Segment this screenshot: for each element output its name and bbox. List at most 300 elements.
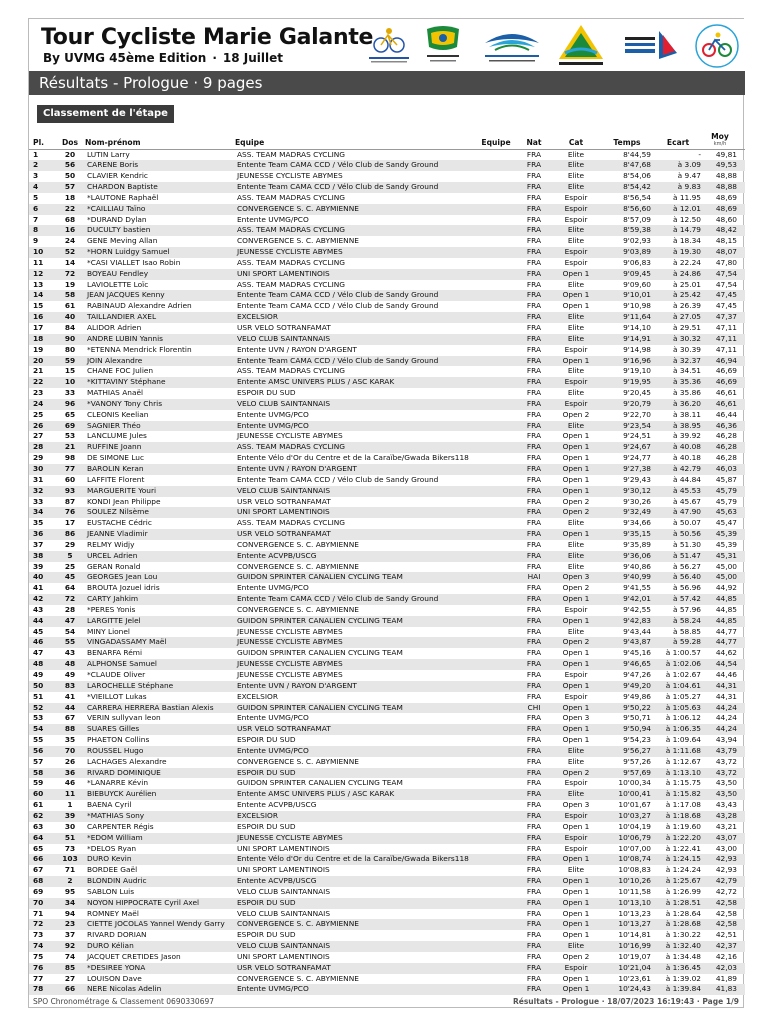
cell-nat: FRA	[517, 529, 551, 540]
cell-moy: 42,79	[703, 876, 745, 887]
cell-equipe-2	[475, 778, 517, 789]
cell-equipe: Entente UVMG/PCO	[237, 409, 309, 419]
cell-nat: FRA	[517, 160, 551, 171]
cell-temps: 8'56,54	[623, 192, 651, 202]
cell-dos: 73	[64, 843, 76, 853]
cell-equipe-2	[475, 984, 517, 995]
table-row	[29, 247, 745, 258]
table-row	[29, 160, 745, 171]
cell-cat: Elite	[567, 149, 585, 159]
cell-equipe-2	[475, 356, 517, 367]
cell-equipe: ASS. TEAM MADRAS CYCLING	[235, 225, 475, 236]
cell-equipe: Entente UVMG/PCO	[235, 984, 475, 995]
cell-nom: JEAN JACQUES Kenny	[85, 290, 235, 301]
cell-ecart: à 58.85	[672, 626, 701, 636]
cell-pl: 62	[29, 811, 55, 822]
col-ecart: Ecart	[653, 129, 703, 149]
cell-ecart: à 32.37	[653, 356, 703, 367]
cell-cat: Elite	[551, 789, 601, 800]
cell-equipe-2	[475, 692, 517, 703]
cell-cat: Open 1	[562, 431, 590, 441]
cell-nom: CLAVIER Kendric	[87, 171, 148, 181]
cell-moy: 42,72	[715, 886, 737, 896]
cell-equipe-2	[475, 605, 517, 616]
cell-equipe: CONVERGENCE S. C. ABYMIENNE	[237, 604, 359, 614]
cell-nom: LACHAGES Alexandre	[87, 756, 167, 766]
cell-nat: FRA	[526, 539, 542, 549]
cell-moy: 47,54	[715, 279, 737, 289]
cell-nat: FRA	[517, 594, 551, 605]
cell-nat: FRA	[526, 821, 542, 831]
cell-moy: 45,63	[703, 507, 745, 518]
cell-cat: Espoir	[551, 247, 601, 258]
cell-equipe-2	[475, 963, 517, 974]
cell-equipe-2	[475, 366, 517, 377]
table-row	[29, 941, 745, 952]
section-title: Classement de l'étape	[37, 105, 174, 123]
cell-equipe: UNI SPORT LAMENTINOIS	[237, 843, 330, 853]
cell-equipe: Entente Vélo d'Or du Centre et de la Caraïbe/Gwada Bikers118	[235, 854, 475, 865]
cell-pl: 2	[29, 160, 55, 171]
cell-nom: CARENE Boris	[85, 160, 235, 171]
table-row	[29, 811, 745, 822]
cell-temps: 9'56,27	[601, 746, 653, 757]
cell-temps: 9'32,49	[601, 507, 653, 518]
table-row	[29, 909, 745, 920]
cell-temps: 9'42,83	[601, 616, 653, 627]
cell-equipe-2	[475, 215, 517, 226]
cell-ecart: à 38.11	[672, 409, 701, 419]
cell-temps: 9'27,38	[601, 464, 653, 475]
cell-nat: FRA	[526, 366, 542, 376]
cell-nat: FRA	[517, 486, 551, 497]
cell-equipe-2	[475, 854, 517, 865]
cell-nat: FRA	[526, 583, 542, 593]
cell-dos: 103	[55, 854, 85, 865]
cell-equipe-2	[475, 421, 517, 432]
cell-dos: 90	[55, 334, 85, 345]
cell-cat: Open 1	[562, 474, 590, 484]
table-row	[29, 713, 745, 724]
cell-pl: 26	[29, 421, 55, 432]
cell-dos: 66	[55, 984, 85, 995]
cell-nom: SUARES Gilles	[85, 724, 235, 735]
page-footer	[29, 997, 745, 1009]
cell-dos: 25	[64, 561, 76, 571]
cell-moy: 48,60	[715, 214, 737, 224]
cell-pl: 9	[33, 236, 39, 246]
table-row	[29, 204, 745, 215]
cell-nat: FRA	[526, 735, 542, 745]
cell-ecart: à 1:28.51	[653, 898, 703, 909]
cell-cat: Open 1	[562, 821, 590, 831]
cell-equipe: Entente Team CAMA CCD / Vélo Club de Sandy Ground	[237, 301, 439, 311]
cell-nom: NOYON HIPPOCRATE Cyril Axel	[85, 898, 235, 909]
cell-equipe: UNI SPORT LAMENTINOIS	[237, 951, 330, 961]
cell-dos: 11	[55, 789, 85, 800]
cell-moy: 46,61	[715, 388, 737, 398]
cell-pl: 48	[29, 659, 55, 670]
cell-equipe: Entente UVMG/PCO	[235, 421, 475, 432]
cell-equipe-2	[475, 431, 517, 442]
cell-temps: 10'06,79	[601, 833, 653, 844]
cell-pl: 44	[29, 616, 55, 627]
comite-regional-logo-icon	[691, 23, 743, 69]
cell-pl: 47	[33, 648, 44, 658]
cell-moy: 45,00	[703, 572, 745, 583]
cell-ecart: à 42.79	[653, 464, 703, 475]
cell-moy: 42,93	[715, 865, 737, 875]
table-row	[29, 464, 745, 475]
cell-equipe: UNI SPORT LAMENTINOIS	[235, 269, 475, 280]
conseil-departemental-logo-icon	[477, 23, 547, 69]
cell-nom: TAILLANDIER AXEL	[85, 312, 235, 323]
cell-temps: 10'07,00	[618, 843, 651, 853]
cell-equipe: Entente Team CAMA CCD / Vélo Club de Sandy Ground	[235, 290, 475, 301]
cell-nat: FRA	[517, 854, 551, 865]
cell-nom: RIVARD DORIAN	[87, 930, 147, 940]
cell-ecart: à 40.18	[672, 453, 701, 463]
cell-equipe: ESPOIR DU SUD	[237, 821, 296, 831]
cell-nom: *LAUTONE Raphaël	[87, 192, 159, 202]
page-subtitle	[43, 51, 283, 65]
col-cat: Cat	[551, 129, 601, 149]
cell-equipe-2	[475, 627, 517, 638]
cell-pl: 73	[33, 930, 44, 940]
cell-nom: PHAETON Collins	[87, 735, 150, 745]
cell-dos: 74	[64, 951, 76, 961]
cell-temps: 10'03,27	[601, 811, 653, 822]
cell-cat: Open 1	[551, 442, 601, 453]
cell-cat: Espoir	[551, 811, 601, 822]
cell-equipe: Entente Team CAMA CCD / Vélo Club de Sandy Ground	[235, 160, 475, 171]
table-row	[29, 963, 745, 974]
cell-cat: Open 1	[551, 356, 601, 367]
table-row	[29, 616, 745, 627]
cell-pl: 54	[29, 724, 55, 735]
cell-cat: Open 1	[551, 529, 601, 540]
cell-nom: CIETTE JOCOLAS Yannel Wendy Garry	[85, 919, 235, 930]
cell-equipe-2	[475, 746, 517, 757]
table-row	[29, 551, 745, 562]
cell-moy: 49,53	[703, 160, 745, 171]
cell-moy: 44,24	[703, 724, 745, 735]
table-row	[29, 453, 745, 464]
cell-cat: Open 2	[562, 951, 590, 961]
cell-temps: 10'23,61	[618, 973, 651, 983]
cell-nat: FRA	[517, 789, 551, 800]
footer-credit: SPO Chronométrage & Classement 0690330697	[33, 997, 215, 1006]
cell-equipe: GUIDON SPRINTER CANALIEN CYCLING TEAM	[235, 703, 475, 714]
cell-cat: Elite	[551, 160, 601, 171]
table-row	[29, 648, 745, 659]
cell-pl: 51	[33, 691, 44, 701]
cell-equipe-2	[475, 941, 517, 952]
cell-equipe-2	[475, 833, 517, 844]
cell-nat: FRA	[517, 637, 551, 648]
cell-pl: 76	[29, 963, 55, 974]
cell-cat: Espoir	[564, 778, 588, 788]
cell-nat: FRA	[526, 865, 542, 875]
cell-moy: 43,72	[715, 756, 737, 766]
cell-ecart: à 45.67	[672, 496, 701, 506]
cell-nom: JOIN Alexandre	[85, 356, 235, 367]
cell-nat: FRA	[526, 149, 542, 159]
cell-temps: 9'24,51	[623, 431, 651, 441]
table-row	[29, 225, 745, 236]
table-row	[29, 518, 745, 529]
cell-equipe: Entente Team CAMA CCD / Vélo Club de Sandy Ground	[235, 594, 475, 605]
cell-nom: MATHIAS Anaël	[87, 388, 144, 398]
cell-cat: Open 1	[562, 648, 590, 658]
cell-cat: Elite	[551, 746, 601, 757]
cell-cat: Open 1	[551, 898, 601, 909]
table-row	[29, 822, 745, 833]
cell-pl: 57	[33, 756, 44, 766]
cell-ecart: à 1:24.15	[653, 854, 703, 865]
cell-nom: DURO Kélian	[85, 941, 235, 952]
cell-moy: 46,69	[715, 366, 737, 376]
cell-temps: 8'54,06	[623, 171, 651, 181]
table-row	[29, 323, 745, 334]
cell-cat: Open 2	[562, 409, 590, 419]
cell-moy: 46,61	[703, 399, 745, 410]
cell-nat: FRA	[526, 279, 542, 289]
table-row	[29, 583, 745, 594]
cell-ecart: à 22.24	[672, 257, 701, 267]
cell-temps: 9'06,83	[623, 257, 651, 267]
cell-cat: Open 2	[551, 507, 601, 518]
cell-temps: 9'24,67	[601, 442, 653, 453]
results-banner: Résultats - Prologue · 9 pages	[29, 71, 745, 95]
cell-temps: 9'20,79	[601, 399, 653, 410]
cell-moy: 42,37	[703, 941, 745, 952]
cell-temps: 8'56,60	[601, 204, 653, 215]
cell-nat: FRA	[517, 290, 551, 301]
cell-moy: 44,24	[715, 713, 737, 723]
cell-equipe-2	[475, 594, 517, 605]
cell-nom: *PERES Yonis	[87, 604, 136, 614]
cell-nat: FRA	[517, 399, 551, 410]
table-row	[29, 410, 745, 421]
cell-cat: Open 3	[551, 572, 601, 583]
cell-nom: RIVARD DOMINIQUE	[85, 768, 235, 779]
cell-nom: LOUISON Dave	[87, 973, 142, 983]
ffc-logo-icon	[623, 23, 679, 69]
cell-ecart: à 1:15.75	[665, 778, 701, 788]
cell-pl: 55	[33, 735, 44, 745]
cell-nat: FRA	[517, 225, 551, 236]
cell-temps: 9'49,20	[601, 681, 653, 692]
cell-moy: 48,88	[703, 182, 745, 193]
cell-nat: FRA	[526, 648, 542, 658]
cell-equipe: USR VELO SOTRANFAMAT	[235, 529, 475, 540]
cell-cat: Open 1	[562, 301, 590, 311]
cell-dos: 24	[64, 236, 76, 246]
cell-pl: 31	[33, 474, 44, 484]
table-row	[29, 735, 745, 746]
cell-equipe: Entente Team CAMA CCD / Vélo Club de Sandy Ground	[235, 356, 475, 367]
cell-nat: FRA	[526, 453, 542, 463]
cell-ecart: à 3.09	[653, 160, 703, 171]
cell-nat: FRA	[526, 214, 542, 224]
cell-cat: Open 1	[562, 908, 590, 918]
cell-moy: 43,21	[715, 821, 737, 831]
cell-cat: Open 2	[551, 768, 601, 779]
cell-nom: LAROCHELLE Stéphane	[85, 681, 235, 692]
cell-ecart: à 40.08	[653, 442, 703, 453]
cell-dos: 98	[64, 453, 76, 463]
cell-moy: 43,50	[715, 778, 737, 788]
cell-temps: 10'10,26	[601, 876, 653, 887]
cell-moy: 44,85	[703, 616, 745, 627]
cell-moy: 46,69	[703, 377, 745, 388]
cell-equipe: CONVERGENCE S. C. ABYMIENNE	[237, 756, 359, 766]
cell-cat: Elite	[551, 421, 601, 432]
cell-temps: 9'46,65	[601, 659, 653, 670]
cell-nom: BOYEAU Fendley	[85, 269, 235, 280]
cell-cat: Elite	[551, 182, 601, 193]
cell-temps: 9'41,55	[623, 583, 651, 593]
cell-pl: 17	[33, 323, 44, 332]
cell-moy: 44,31	[703, 681, 745, 692]
cell-cat: Espoir	[564, 691, 588, 701]
cell-moy: 47,45	[703, 290, 745, 301]
cell-ecart: à 1:26.99	[665, 886, 701, 896]
cell-temps: 9'50,22	[601, 703, 653, 714]
cell-cat: Elite	[567, 323, 585, 332]
cell-nom: LUTIN Larry	[87, 149, 130, 159]
cell-dos: 72	[55, 594, 85, 605]
cell-cat: Elite	[567, 388, 585, 398]
cell-dos: 65	[64, 409, 76, 419]
table-row	[29, 540, 745, 551]
cell-equipe: JEUNESSE CYCLISTE ABYMES	[237, 670, 343, 679]
cell-nat: HAI	[517, 572, 551, 583]
cell-equipe: EXCELSIOR	[235, 811, 475, 822]
edition-label: By UVMG 45ème Edition	[43, 51, 207, 65]
cell-dos: 55	[55, 637, 85, 648]
cell-temps: 9'14,91	[601, 334, 653, 345]
cell-moy: 44,62	[715, 648, 737, 658]
cell-pl: 58	[29, 768, 55, 779]
table-row	[29, 594, 745, 605]
marie-galante-logo-icon	[555, 23, 607, 69]
cell-equipe: ASS. TEAM MADRAS CYCLING	[237, 518, 346, 528]
cell-equipe-2	[475, 280, 517, 291]
table-header-row	[29, 129, 745, 149]
cell-dos: 43	[64, 648, 76, 658]
cell-cat: Open 1	[551, 464, 601, 475]
cell-dos: 88	[55, 724, 85, 735]
cell-nom: *KITTAVINY Stéphane	[85, 377, 235, 388]
table-row	[29, 269, 745, 280]
cell-equipe: Entente UVN / RAYON D'ARGENT	[235, 681, 475, 692]
cell-ecart: à 1:06.35	[653, 724, 703, 735]
cell-ecart: à 1:15.82	[653, 789, 703, 800]
cell-pl: 21	[33, 366, 44, 376]
cell-ecart: à 1:34.48	[665, 951, 701, 961]
cell-ecart: à 45.53	[653, 486, 703, 497]
cell-ecart: à 51.47	[653, 551, 703, 562]
cell-nat: FRA	[517, 746, 551, 757]
cell-nat: FRA	[526, 756, 542, 766]
cell-dos: 37	[64, 930, 76, 940]
cell-nom: ROMNEY Maël	[87, 908, 139, 918]
cell-cat: Espoir	[564, 843, 588, 853]
cell-pl: 23	[33, 388, 44, 398]
cell-pl: 45	[33, 626, 44, 636]
cell-equipe-2	[475, 811, 517, 822]
cell-cat: Elite	[567, 561, 585, 571]
table-row	[29, 746, 745, 757]
cell-ecart: à 1:09.64	[665, 735, 701, 745]
cell-equipe: CONVERGENCE S. C. ABYMIENNE	[237, 561, 359, 571]
cell-temps: 9'35,15	[601, 529, 653, 540]
table-row	[29, 345, 745, 356]
cell-equipe-2	[475, 974, 517, 985]
table-row	[29, 898, 745, 909]
cell-pl: 61	[33, 800, 44, 810]
cell-equipe: ASS. TEAM MADRAS CYCLING	[237, 279, 346, 289]
cell-temps: 10'00,41	[601, 789, 653, 800]
cell-moy: 47,80	[715, 257, 737, 267]
cell-pl: 37	[33, 539, 44, 549]
cell-equipe-2	[475, 909, 517, 920]
cell-pl: 68	[29, 876, 55, 887]
cell-moy: 44,46	[715, 670, 737, 679]
cell-equipe-2	[475, 529, 517, 540]
cell-nat: FRA	[517, 811, 551, 822]
cell-temps: 9'09,60	[623, 279, 651, 289]
cell-moy: 43,43	[715, 800, 737, 810]
cell-nom: CLEONIS Keelian	[87, 409, 149, 419]
table-row	[29, 670, 745, 681]
table-row	[29, 280, 745, 291]
table-row	[29, 930, 745, 941]
cell-equipe: Entente AMSC UNIVERS PLUS / ASC KARAK	[235, 377, 475, 388]
cell-nom: CARPENTER Régis	[87, 821, 154, 831]
cell-pl: 14	[29, 290, 55, 301]
cell-cat: Elite	[567, 236, 585, 246]
cell-equipe-2	[475, 182, 517, 193]
cell-nat: FRA	[526, 930, 542, 940]
cell-nat: FRA	[526, 778, 542, 788]
cell-ecart: à 1:00.57	[665, 648, 701, 658]
cell-dos: 84	[64, 323, 76, 332]
cell-temps: 9'19,95	[601, 377, 653, 388]
cell-cat: Open 1	[551, 659, 601, 670]
cell-ecart: à 1:11.68	[653, 746, 703, 757]
cell-equipe: Entente UVN / RAYON D'ARGENT	[235, 464, 475, 475]
cell-nom: BAENA Cyril	[87, 800, 132, 810]
cell-moy: 44,24	[703, 703, 745, 714]
cell-pl: 15	[33, 301, 44, 311]
cell-moy: 46,28	[715, 453, 737, 463]
cell-temps: 10'13,23	[618, 908, 651, 918]
cell-equipe: Entente AMSC UNIVERS PLUS / ASC KARAK	[235, 789, 475, 800]
cell-cat: Elite	[551, 312, 601, 323]
table-row	[29, 301, 745, 312]
cell-equipe-2	[475, 919, 517, 930]
cell-cat: Open 1	[551, 681, 601, 692]
table-row	[29, 984, 745, 995]
cell-equipe-2	[475, 930, 517, 941]
cell-pl: 35	[33, 518, 44, 528]
cell-temps: 9'16,96	[601, 356, 653, 367]
cell-pl: 63	[33, 821, 44, 831]
cell-ecart: à 35.86	[672, 388, 701, 398]
